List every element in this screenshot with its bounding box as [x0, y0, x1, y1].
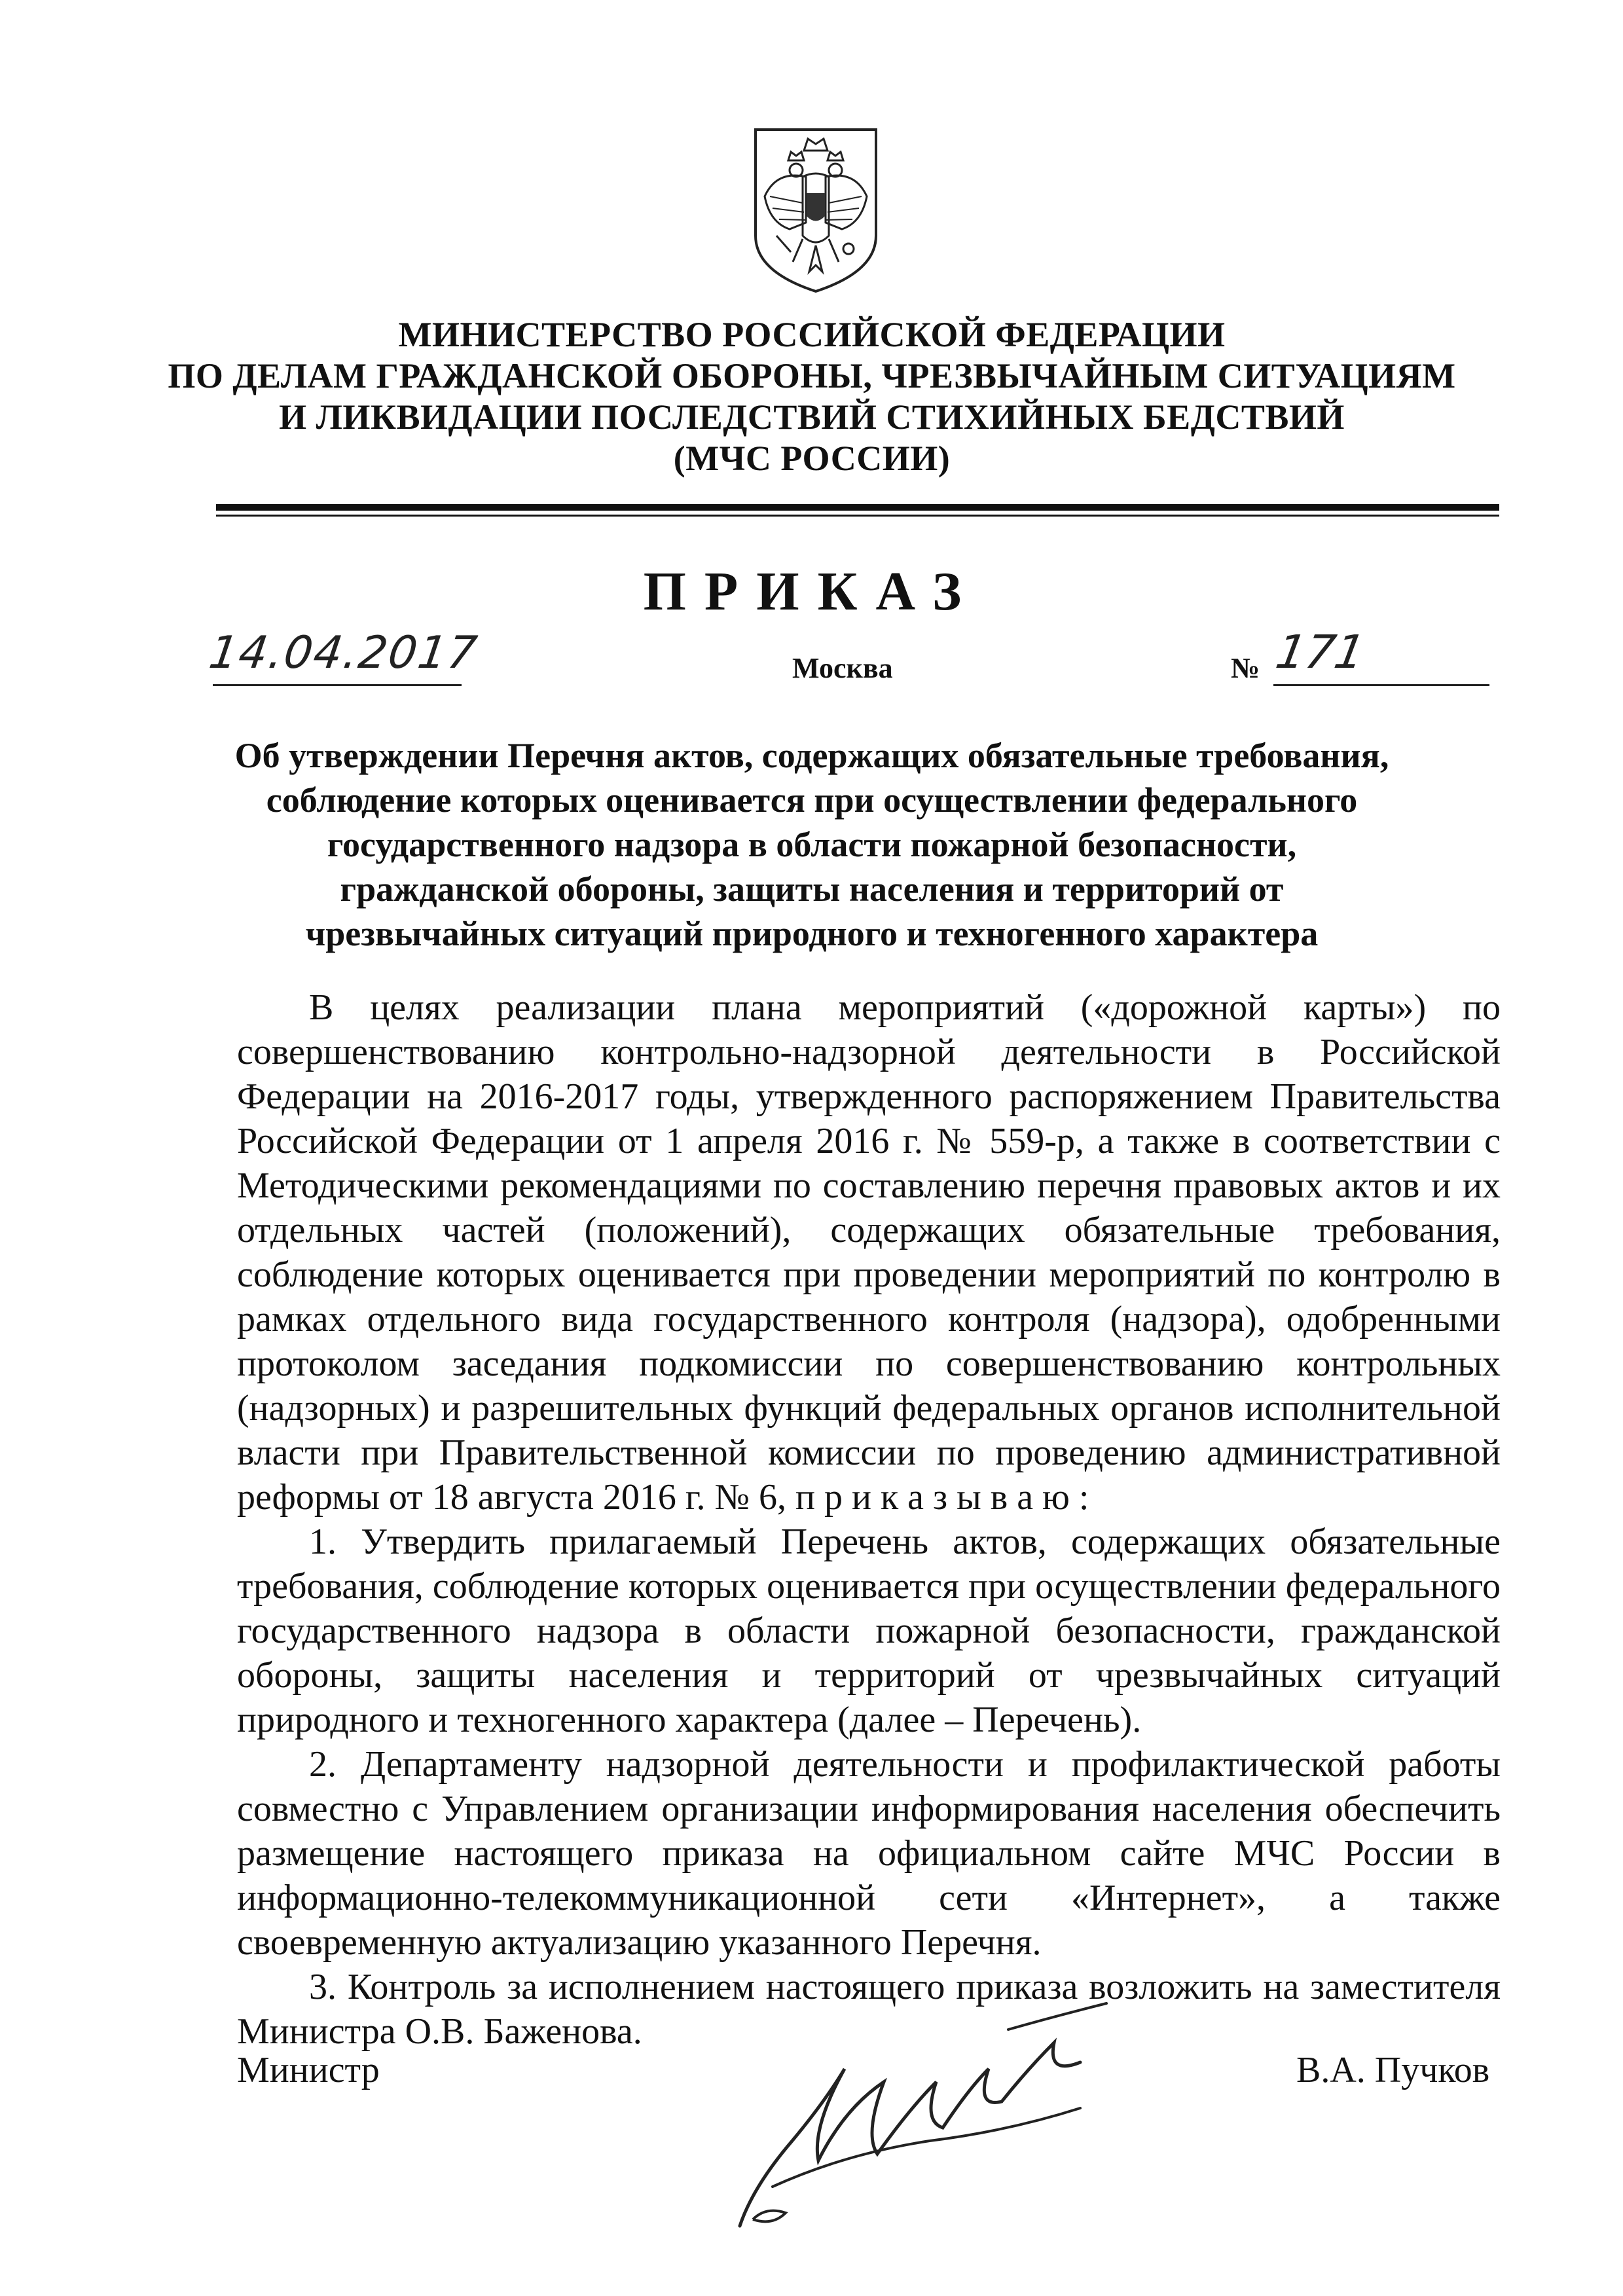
document-type-title: ПРИКАЗ: [643, 561, 980, 622]
signer-position: Министр: [237, 2050, 380, 2090]
ministry-header-line-3: И ЛИКВИДАЦИИ ПОСЛЕДСТВИЙ СТИХИЙНЫХ БЕДСТВИЙ: [279, 397, 1345, 437]
ministry-header-line-4: (МЧС РОССИИ): [673, 439, 951, 478]
number-underline: [1273, 684, 1489, 686]
header-divider-thick: [216, 504, 1499, 511]
header-divider-thin: [216, 515, 1499, 517]
subject-line-2: соблюдение которых оценивается при осуществлении федерального: [266, 780, 1358, 820]
order-body: [237, 985, 1501, 2054]
subject-line-3: государственного надзора в области пожарной безопасности,: [327, 825, 1297, 864]
preamble-paragraph: [237, 985, 1501, 1520]
date-underline: [213, 684, 462, 686]
subject-line-1: Об утверждении Перечня актов, содержащих обязательные требования,: [234, 736, 1389, 775]
preamble-text: В целях реализации плана мероприятий («дорожной карты») по совершенствованию контрольно-надзорной деятельности в Российской Федерации на 2016-2017 годы, утвержденного распоряжением Правительства Российской Федерации от 1 апреля 2016 г. № 559-р, а также в соответствии с Методическими рекомендациями по составлению перечня правовых актов и их отдельных частей (положений), содержащих обязательные требования, соблюдение которых оценивается при проведении мероприятий по контролю в рамках отдельного вида государственного контроля (надзора), одобренными протоколом заседания подкомиссии по совершенствованию контрольных (надзорных) и разрешительных функций федеральных органов исполнительной власти при Правительственной комиссии по проведению административной реформы от 18 августа 2016 г. № 6,: [237, 987, 1501, 1518]
order-number: 171: [1271, 625, 1369, 679]
order-item-3: 3. Контроль за исполнением настоящего приказа возложить на заместителя Министра О.В. Баженова.: [237, 1967, 1501, 2052]
handwritten-signature: [714, 1990, 1133, 2239]
ministry-header-line-2: ПО ДЕЛАМ ГРАЖДАНСКОЙ ОБОРОНЫ, ЧРЕЗВЫЧАЙНЫМ СИТУАЦИЯМ: [168, 356, 1456, 395]
signer-name: В.А. Пучков: [1296, 2050, 1490, 2090]
order-date: 14.04.2017: [206, 627, 481, 679]
order-item-2: 2. Департаменту надзорной деятельности и профилактической работы совместно с Управлением организации информирования населения обеспечить размещение настоящего приказа на официальном сайте МЧС России в информационно-телекоммуникационной сети «Интернет», а также своевременную актуализацию указанного Перечня.: [237, 1744, 1501, 1963]
ministry-header: [157, 314, 1467, 479]
ministry-header-line-1: МИНИСТЕРСТВО РОССИЙСКОЙ ФЕДЕРАЦИИ: [398, 315, 1226, 354]
order-subject: [196, 733, 1427, 956]
order-item-1: 1. Утвердить прилагаемый Перечень актов, содержащих обязательные требования, соблюдение которых оценивается при осуществлении федерального государственного надзора в области пожарной безопасности, гражданской обороны, защиты населения и территорий от чрезвычайных ситуаций природного и техногенного характера (далее – Перечень).: [237, 1522, 1501, 1740]
subject-line-5: чрезвычайных ситуаций природного и техногенного характера: [305, 914, 1319, 953]
order-word: п р и к а з ы в а ю :: [795, 1477, 1089, 1518]
subject-line-4: гражданской обороны, защиты населения и территорий от: [340, 869, 1284, 909]
number-sign: №: [1231, 652, 1260, 684]
city-label: Москва: [792, 652, 893, 684]
coat-of-arms-emblem: [750, 124, 881, 296]
